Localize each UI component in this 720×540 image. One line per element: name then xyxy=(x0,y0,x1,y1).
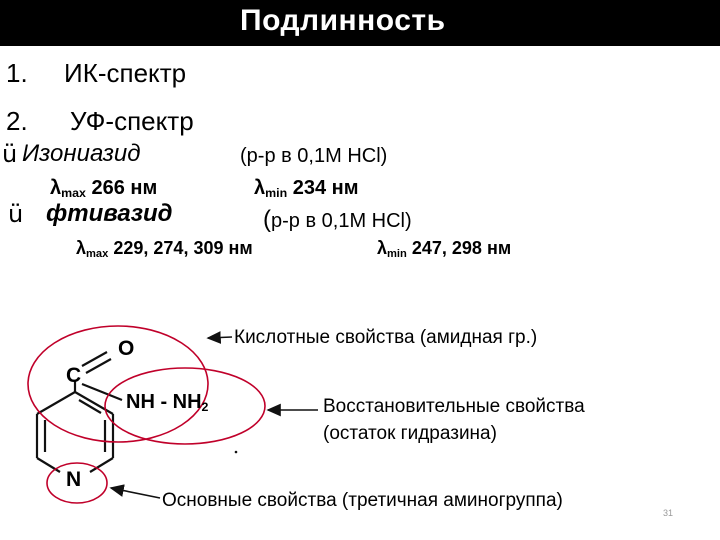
list-number-1: 1. xyxy=(6,58,28,88)
ftivazid-solvent: (р-р в 0,1М HCl) xyxy=(263,206,412,233)
basic-arrow-icon xyxy=(111,488,160,498)
isoniazid-name: Изониазид xyxy=(22,140,141,167)
acidic-arrow-icon xyxy=(208,337,232,338)
atom-carbon: C xyxy=(66,364,82,387)
checkmark-icon: ü xyxy=(2,140,18,168)
hydrazide-subscript: 2 xyxy=(201,400,209,415)
hydrazide-group xyxy=(126,391,208,414)
ring-bond xyxy=(37,392,75,414)
ftivazid-solvent-text: р-р в 0,1М HCl) xyxy=(271,210,412,232)
slide-title: Подлинность xyxy=(240,4,446,37)
list-number-2: 2. xyxy=(6,106,28,136)
isoniazid-lambda-max-value: 266 нм xyxy=(91,177,158,199)
lambda-symbol: λ xyxy=(254,177,266,199)
hydrazide-label: NH - NH xyxy=(126,391,202,413)
dot-mark xyxy=(235,451,238,454)
ring-bond xyxy=(37,458,60,472)
page-number: 31 xyxy=(663,508,674,518)
atom-nitrogen: N xyxy=(66,468,82,491)
isoniazid-solvent: (р-р в 0,1М HCl) xyxy=(240,145,388,167)
lambda-min-subscript: min xyxy=(387,247,407,260)
lambda-symbol: λ xyxy=(76,238,87,258)
list-item-ir-spectrum: ИК-спектр xyxy=(64,58,187,88)
basic-properties-label: Основные свойства (третичная аминогруппа) xyxy=(162,490,563,511)
isoniazid-lambda-min-value: 234 нм xyxy=(292,177,359,199)
reducing-properties-label-line2: (остаток гидразина) xyxy=(323,423,497,444)
reducing-properties-label-line1: Восстановительные свойства xyxy=(323,396,585,417)
ftivazid-lambda-max-value: 229, 274, 309 нм xyxy=(113,238,253,258)
lambda-symbol: λ xyxy=(377,238,388,258)
list-item-uv-spectrum: УФ-спектр xyxy=(70,106,194,136)
lambda-min-subscript: min xyxy=(265,186,288,201)
ring-bond xyxy=(90,458,113,472)
checkmark-icon: ü xyxy=(8,200,24,228)
lambda-symbol: λ xyxy=(50,177,62,199)
ftivazid-lambda-min-value: 247, 298 нм xyxy=(411,238,512,258)
ftivazid-name: фтивазид xyxy=(46,200,173,227)
acidic-properties-label: Кислотные свойства (амидная гр.) xyxy=(234,327,538,348)
atom-oxygen: O xyxy=(118,337,135,360)
lambda-max-subscript: max xyxy=(86,247,109,260)
lambda-max-subscript: max xyxy=(61,186,86,201)
